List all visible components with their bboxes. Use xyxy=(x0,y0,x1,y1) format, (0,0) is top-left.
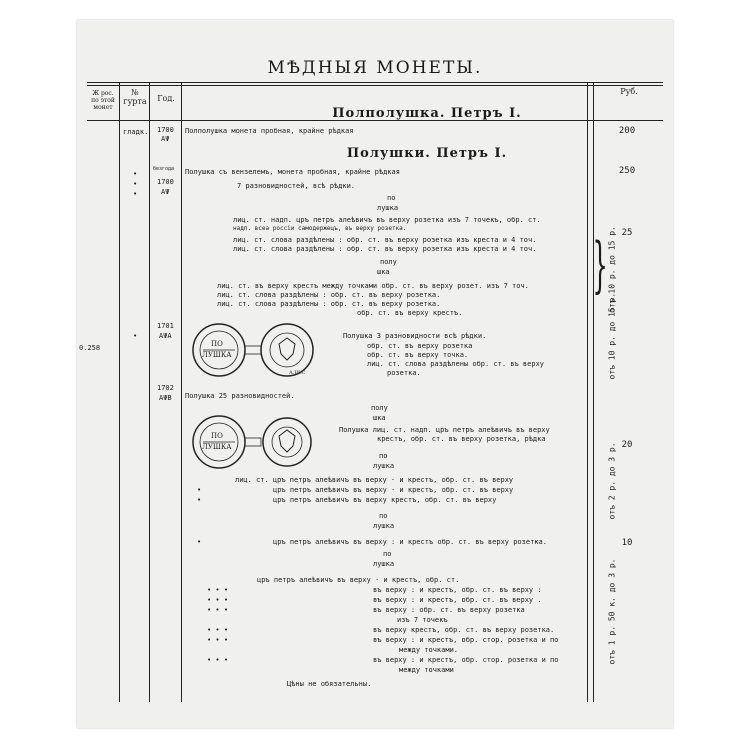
y1702-w9: въ верху : и крестъ, обр. стор. розетка и по xyxy=(373,656,559,664)
ditto-mark: • xyxy=(197,538,202,546)
variant-3: лиц. ст. слова раздѣлены : обр. ст. въ верху розетка изъ креста и 4 точ. xyxy=(233,245,537,253)
year-1701: 1701 xyxy=(157,322,174,330)
catalog-page xyxy=(77,20,673,728)
y1702-w8: между точками. xyxy=(399,646,459,654)
col-header-year: Год. xyxy=(157,94,175,103)
label-lushka: лушка xyxy=(377,204,399,212)
col-divider-5 xyxy=(587,82,588,702)
ditto-mark: • • • xyxy=(207,626,229,634)
label-lushka-4: лушка xyxy=(373,560,395,568)
col-divider-3 xyxy=(181,82,182,702)
price-range-2: отъ 2 р. до 3 р. xyxy=(607,442,617,520)
variant-5: лиц. ст. слова раздѣлены : обр. ст. въ верху розетка. xyxy=(217,291,441,299)
y1701-c2: розетка. xyxy=(387,369,421,377)
y1701-a: обр. ст. въ верху розетка xyxy=(367,342,473,350)
y1702-v1b: крестъ, обр. ст. въ верху розетка, рѣдка xyxy=(377,435,546,443)
label-po-4: по xyxy=(383,550,392,558)
y1702-w3: въ верху : и крестъ, обр. ст. въ верху . xyxy=(373,596,542,604)
col-divider-1 xyxy=(119,82,120,702)
page-title: МѢДНЫЯ МОНЕТЫ. xyxy=(267,58,483,78)
y1702-v2: лиц. ст. цръ петръ алеѣвичъ въ верху · и крестъ, обр. ст. въ верху xyxy=(235,476,514,484)
ditto-mark: • xyxy=(133,180,138,188)
y1702-v4: цръ петръ алеѣвичъ въ верху крестъ, обр. ст. въ верху xyxy=(273,496,497,504)
polushka-vensel-line: Полушка съ вензелемъ, монета пробная, крайне рѣдкая xyxy=(185,168,400,176)
year-1700-slav: АΨ xyxy=(161,135,170,143)
label-po-2: по xyxy=(379,452,388,460)
year-1700-b-slav: АΨ xyxy=(161,188,170,196)
edge-value: гладк. xyxy=(123,128,149,136)
price-range-3: отъ 1 р. 50 к. до 3 р. xyxy=(607,558,617,665)
ditto-mark: • • • xyxy=(207,586,229,594)
price-10: 10 xyxy=(621,538,633,548)
y1702-w7: въ верху : и крестъ, обр. стор. розетка и по xyxy=(373,636,559,644)
year-1700: 1700 xyxy=(157,126,174,134)
variant-7: обр. ст. въ верху крестъ. xyxy=(357,309,463,317)
y1702-w1: цръ петръ алеѣвичъ въ верху · и крестъ, обр. ст. xyxy=(257,576,460,584)
price-range-1701: отъ 10 р. до 15 р. xyxy=(607,292,617,380)
col-header-price: Руб. xyxy=(620,87,638,96)
price-range-1: отъ 10 р. до 15 р. xyxy=(607,226,617,313)
y1702-w5: изъ 7 точекъ xyxy=(397,616,448,624)
polpolushka-line: Полполушка монета пробная, крайне рѣдкая xyxy=(185,127,354,135)
variant-6: лиц. ст. слова раздѣлены : обр. ст. въ верху розетка. xyxy=(217,300,441,308)
col-divider-4 xyxy=(593,82,594,702)
coin1-text-top: ПО xyxy=(211,340,223,348)
y1702-v5: цръ петръ алеѣвичъ въ верху : и крестъ обр. ст. въ верху розетка. xyxy=(273,538,547,546)
year-1702: 1702 xyxy=(157,384,174,392)
ditto-mark: • xyxy=(133,170,138,178)
y1702-w4: въ верху : обр. ст. въ верху розетка xyxy=(373,606,525,614)
y1701-line: Полушка 3 разновидности всѣ рѣдки. xyxy=(343,332,487,340)
section-heading-polushki: Полушки. Петръ I. xyxy=(346,146,508,161)
col-divider-2 xyxy=(149,82,150,702)
variant-1b: надп. всеа россiи самодержецъ, въ верху розетка. xyxy=(233,225,407,232)
label-polu: полу xyxy=(380,258,397,266)
ditto-mark: • xyxy=(133,332,138,340)
weight-value: 0.258 xyxy=(79,344,101,352)
section-heading-polpolushka: Полполушка. Петръ I. xyxy=(332,106,522,121)
coin1-text-bottom: ЛУШКА xyxy=(202,351,232,359)
label-polu-2: полу xyxy=(371,404,388,412)
polushki-variants-line: 7 разновидностей, всѣ рѣдки. xyxy=(237,182,356,190)
y1701-c: лиц. ст. слова раздѣлены обр. ст. въ верху xyxy=(367,360,545,368)
price-250: 250 xyxy=(618,166,636,176)
year-1700-b: 1700 xyxy=(157,178,174,186)
ditto-mark: • • • xyxy=(207,596,229,604)
variant-1: лиц. ст. надп. цръ петръ алеѣвичъ въ верху розетка изъ 7 точекъ, обр. ст. xyxy=(233,216,541,224)
ditto-mark: • xyxy=(197,496,202,504)
col-header-weight: Ж рос. по этой монет xyxy=(91,90,115,111)
coin2-text-top: ПО xyxy=(211,432,223,440)
table-top-rule xyxy=(87,82,663,83)
variant-4: лиц. ст. въ верху крестъ между точками обр. ст. въ верху розет. изъ 7 точ. xyxy=(217,282,529,290)
col-header-edge: № гурта xyxy=(123,88,147,106)
label-po: по xyxy=(387,194,396,202)
label-shka-2: шка xyxy=(373,414,386,422)
coin-pair-1701-icon xyxy=(189,320,329,380)
year-1702-slav: АΨВ xyxy=(159,394,172,402)
y1702-w10: между точками xyxy=(399,666,454,674)
table-top-rule-2 xyxy=(87,85,663,86)
coin-edge-text: А.Ш.С xyxy=(289,370,306,376)
variant-2: лиц. ст. слова раздѣлены : обр. ст. въ верху розетка изъ креста и 4 точ. xyxy=(233,236,537,244)
ditto-mark: • xyxy=(133,190,138,198)
label-lushka-2: лушка xyxy=(373,462,395,470)
price-25: 25 xyxy=(621,228,633,238)
ditto-mark: • • • xyxy=(207,636,229,644)
footer-note: Цѣны не обязательны. xyxy=(287,680,372,688)
year-1701-slav: АΨА xyxy=(159,332,172,340)
label-lushka-3: лушка xyxy=(373,522,395,530)
year-label-bezgoda: безгода xyxy=(153,166,175,172)
price-20: 20 xyxy=(621,440,633,450)
y1702-v1: Полушка лиц. ст. надп. цръ петръ алеѣвичъ въ верху xyxy=(339,426,550,434)
coin-pair-1702-icon xyxy=(189,412,329,472)
label-po-3: по xyxy=(379,512,388,520)
y1702-w6: въ верху крестъ, обр. ст. въ верху розетка. xyxy=(373,626,555,634)
y1702-line: Полушка 25 разновидностей. xyxy=(185,392,295,400)
ditto-mark: • • • xyxy=(207,606,229,614)
coin-illustration-1702 xyxy=(189,412,329,472)
price-200: 200 xyxy=(618,126,636,136)
coin2-text-bottom: ЛУШКА xyxy=(202,443,232,451)
y1701-b: обр. ст. въ верху точка. xyxy=(367,351,469,359)
label-shka: шка xyxy=(377,268,390,276)
brace-right: } xyxy=(592,230,608,300)
ditto-mark: • xyxy=(197,486,202,494)
y1702-w2: въ верху : и крестъ, обр. ст. въ верху : xyxy=(373,586,542,594)
coin-illustration-1701 xyxy=(189,320,329,380)
ditto-mark: • • • xyxy=(207,656,229,664)
y1702-v3: цръ петръ алеѣвичъ въ верху · и крестъ, обр. ст. въ верху xyxy=(273,486,514,494)
